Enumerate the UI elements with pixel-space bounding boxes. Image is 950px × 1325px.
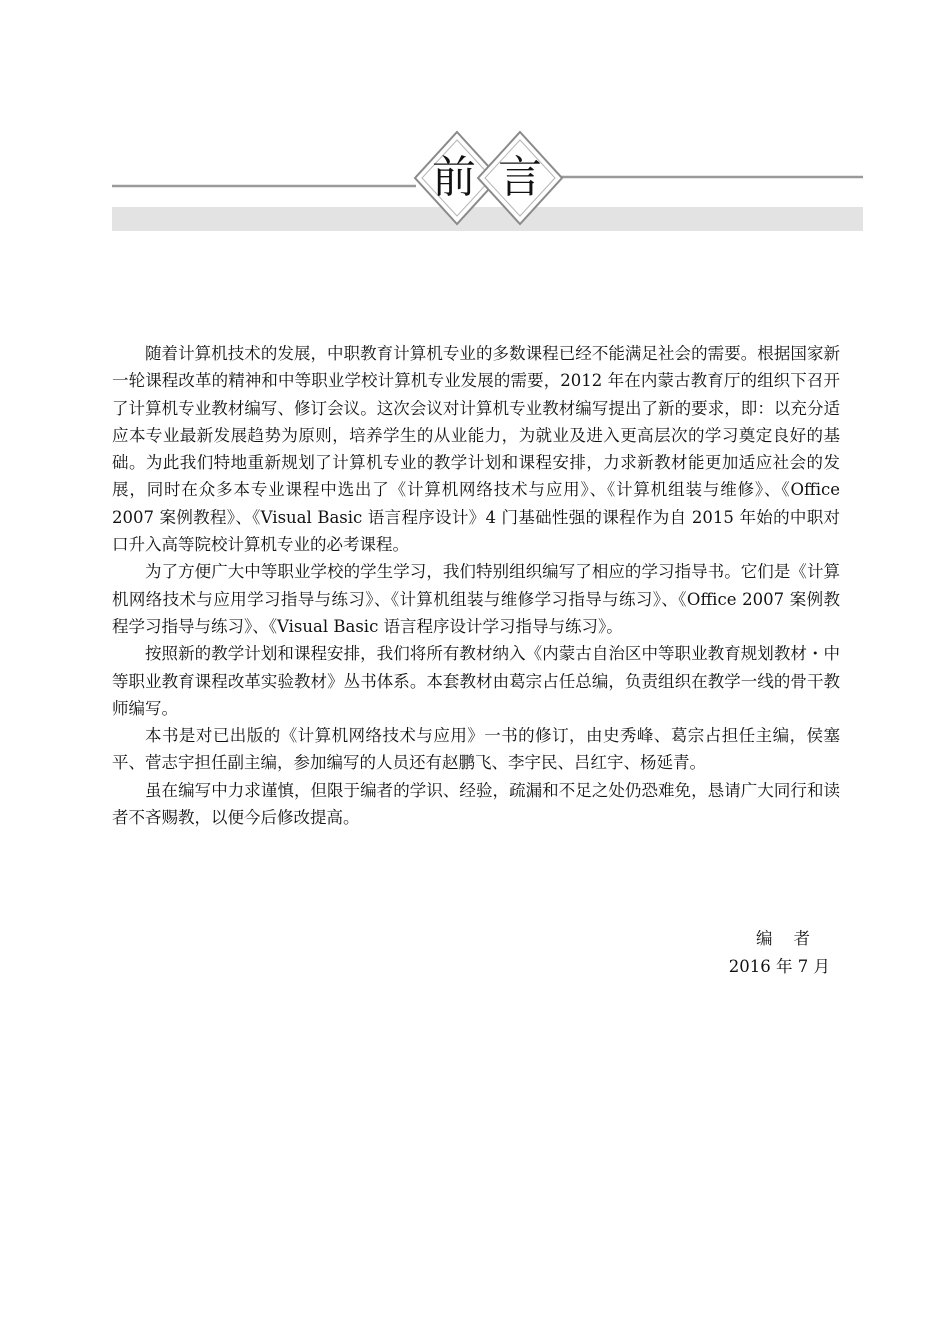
signature-author: 编 者 [756,929,810,948]
paragraph-2: 为了方便广大中等职业学校的学生学习，我们特别组织编写了相应的学习指导书。它们是《计算机网络技术与应用学习指导与练习》、《计算机组装与维修学习指导与练习》、《Office 2007 案例教程学习指导与练习》、《Visual Basic 语言程序设计学习指导与练习》。 [112,562,840,636]
title-char-1: 前 [432,152,476,203]
paragraph-3: 按照新的教学计划和课程安排，我们将所有教材纳入《内蒙古自治区中等职业教育规划教材・中等职业教育课程改革实验教材》丛书体系。本套教材由葛宗占任总编，负责组织在教学一线的骨干教师编写。 [112,644,840,718]
title-char-2: 言 [498,152,542,203]
signature-date: 2016 年 7 月 [728,957,830,976]
preface-body [112,340,840,831]
paragraph-4: 本书是对已出版的《计算机网络技术与应用》一书的修订，由史秀峰、葛宗占担任主编，侯塞平、菅志宇担任副主编，参加编写的人员还有赵鹏飞、李宇民、吕红宇、杨延青。 [112,726,840,773]
gray-band [112,207,863,231]
paragraph-1: 随着计算机技术的发展，中职教育计算机专业的多数课程已经不能满足社会的需要。根据国家新一轮课程改革的精神和中等职业学校计算机专业发展的需要，2012 年在内蒙古教育厅的组织下召开了计算机专业教材编写、修订会议。这次会议对计算机专业教材编写提出了新的要求，即：以充分适应本专业最新发展趋势为原则，培养学生的从业能力，为就业及进入更高层次的学习奠定良好的基础。为此我们特地重新规划了计算机专业的教学计划和课程安排，力求新教材能更加适应社会的发展，同时在众多本专业课程中选出了《计算机网络技术与应用》、《计算机组装与维修》、《Office 2007 案例教程》、《Visual Basic 语言程序设计》4 门基础性强的课程作为自 2015 年始的中职对口升入高等院校计算机专业的必考课程。 [112,344,840,555]
preface-header [0,0,950,240]
header-decoration [0,0,950,240]
paragraph-5: 虽在编写中力求谨慎，但限于编者的学识、经验，疏漏和不足之处仍恐难免，恳请广大同行和读者不吝赐教，以便今后修改提高。 [112,780,840,828]
